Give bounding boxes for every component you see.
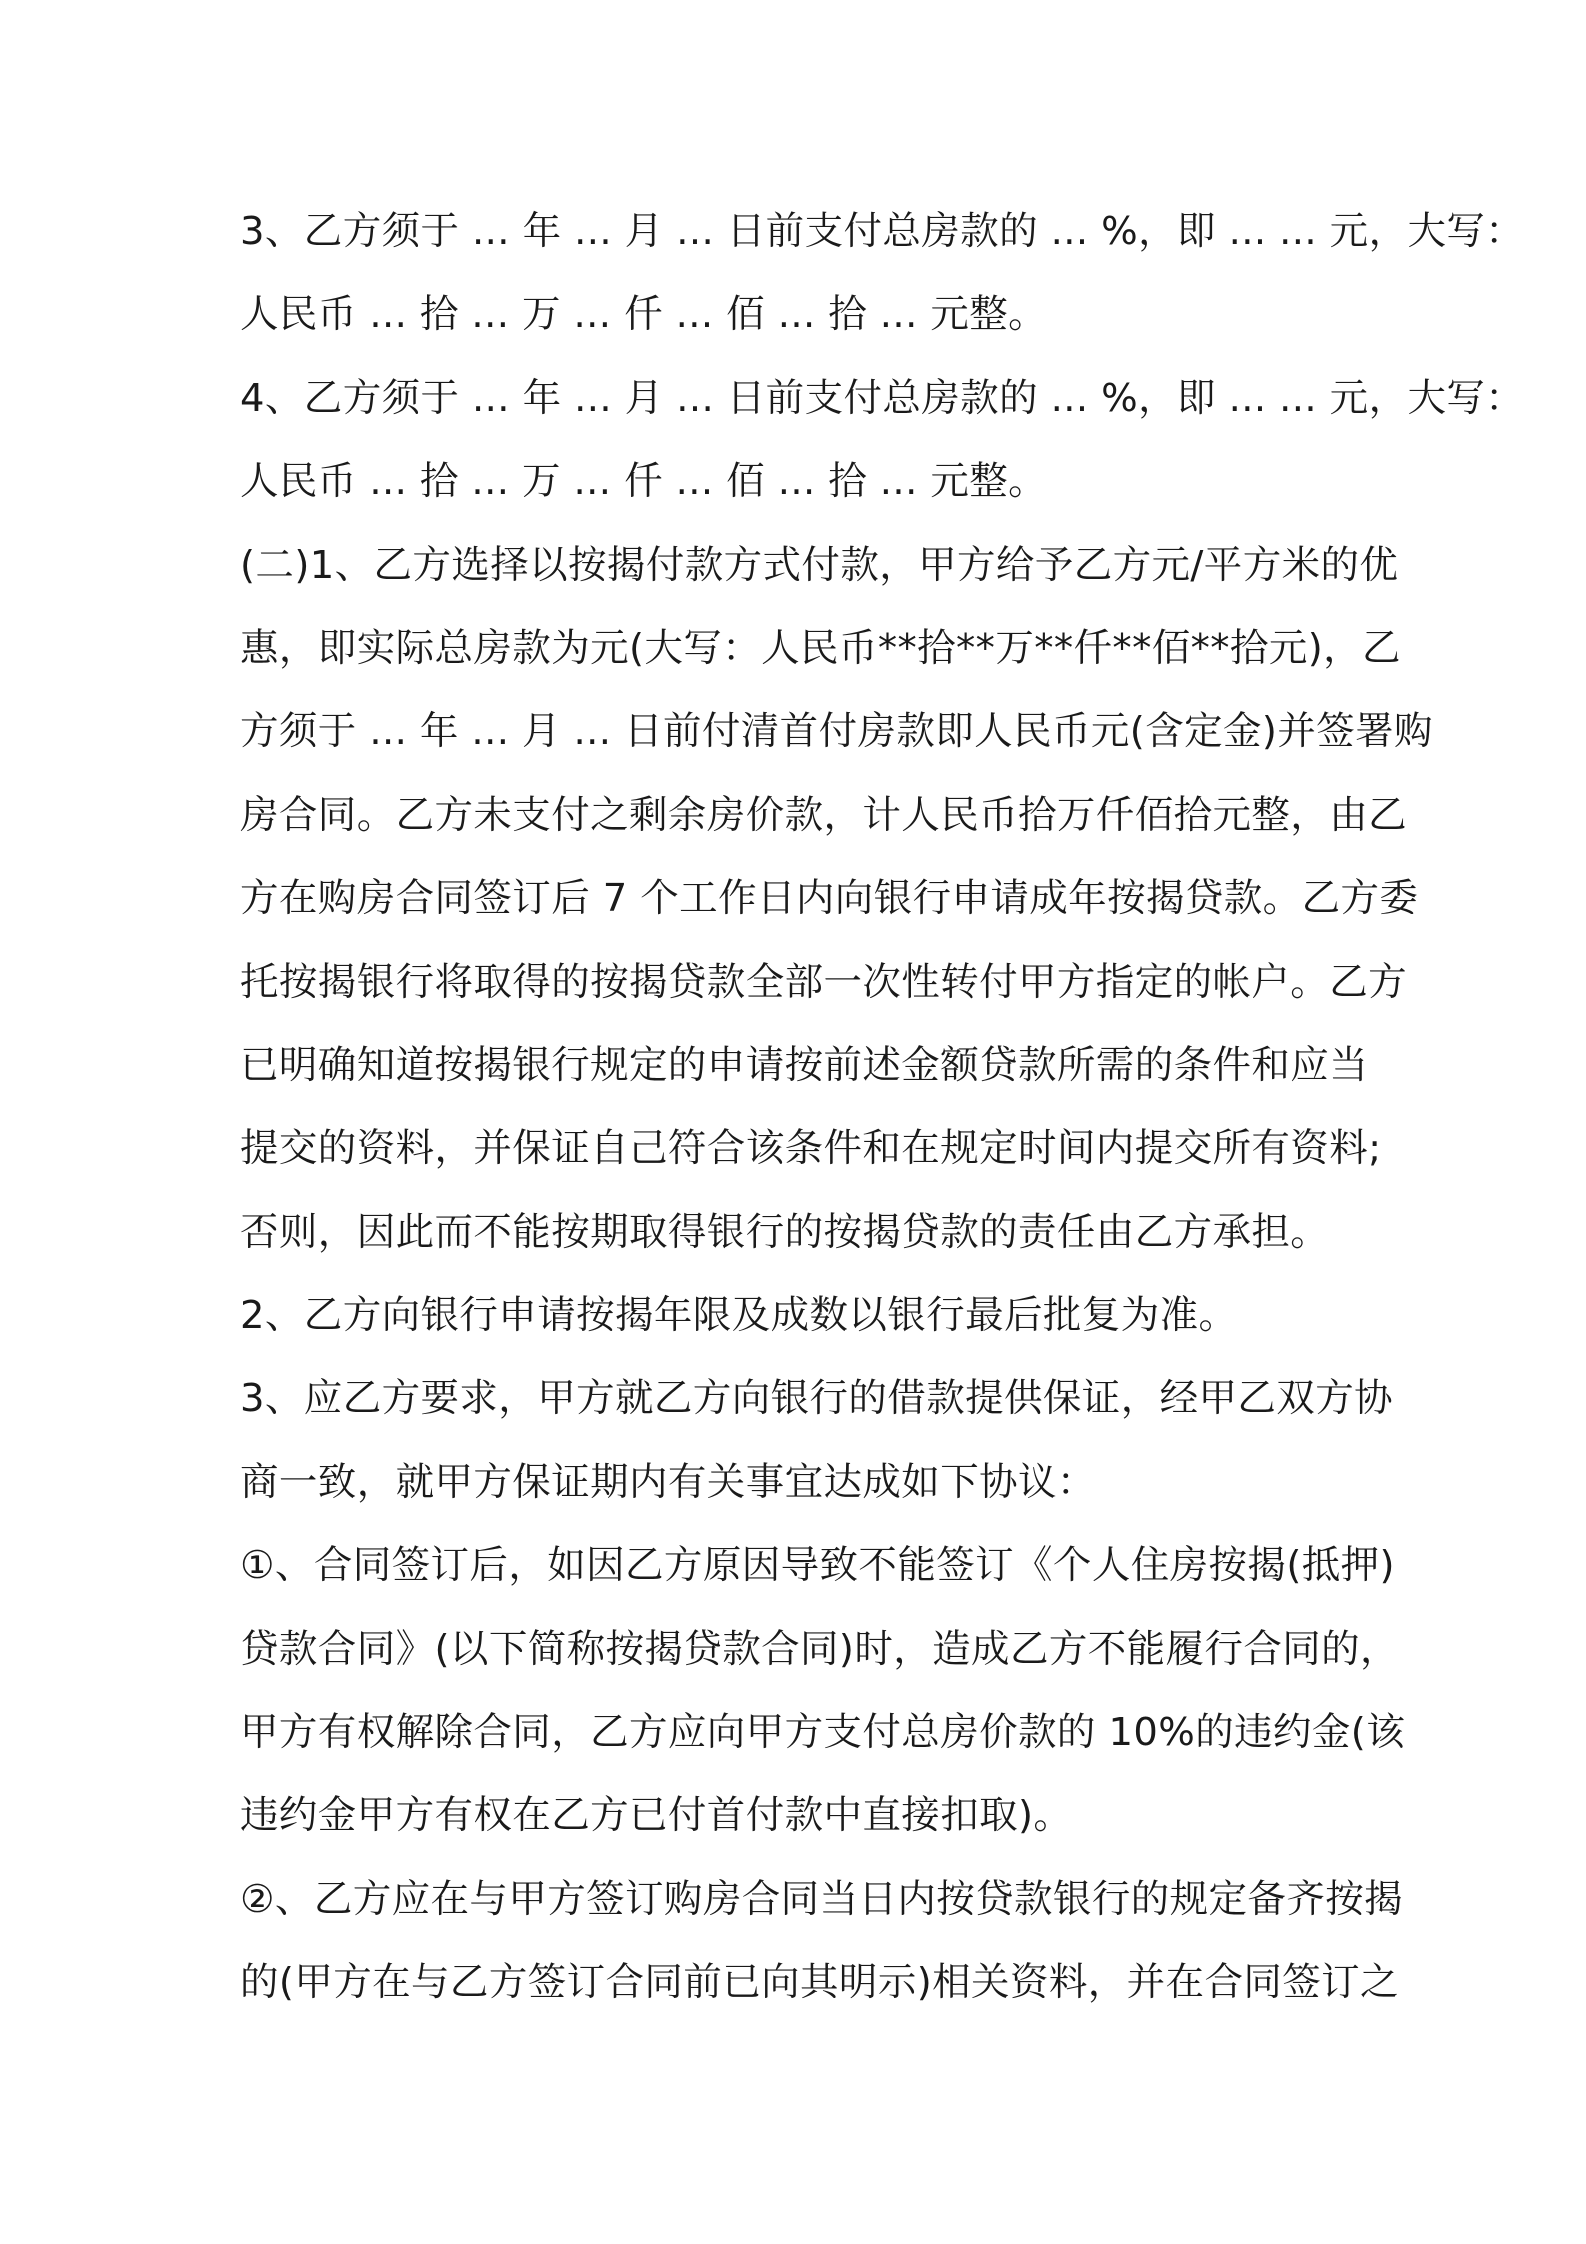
text-line-12: 提交的资料，并保证自己符合该条件和在规定时间内提交所有资料;: [240, 1126, 1382, 1172]
text-line-18: 贷款合同》(以下简称按揭贷款合同)时，造成乙方不能履行合同的，: [240, 1626, 1399, 1672]
text-line-9: 方在购房合同签订后 7 个工作日内向银行申请成年按揭贷款。乙方委: [240, 876, 1419, 922]
text-line-4: 人民币 ... 拾 ... 万 ... 仟 ... 佰 ... 拾 ... 元整。: [240, 459, 1048, 505]
text-line-13: 否则，因此而不能按期取得银行的按揭贷款的责任由乙方承担。: [240, 1209, 1330, 1255]
text-line-8: 房合同。乙方未支付之剩余房价款，计人民币拾万仟佰拾元整，由乙: [240, 792, 1408, 838]
text-line-6: 惠，即实际总房款为元(大写：人民币**拾**万**仟**佰**拾元)，乙: [240, 625, 1401, 671]
text-line-7: 方须于 ... 年 ... 月 ... 日前付清首付房款即人民币元(含定金)并签署购: [240, 709, 1433, 755]
text-line-15: 3、应乙方要求，甲方就乙方向银行的借款提供保证，经甲乙双方协: [240, 1376, 1393, 1422]
text-line-19: 甲方有权解除合同，乙方应向甲方支付总房价款的 10%的违约金(该: [240, 1710, 1406, 1756]
text-line-3: 4、乙方须于 ... 年 ... 月 ... 日前支付总房款的 ... %，即 ... ... 元，大写：: [240, 375, 1525, 421]
text-line-2: 人民币 ... 拾 ... 万 ... 仟 ... 佰 ... 拾 ... 元整。: [240, 292, 1048, 338]
text-line-10: 托按揭银行将取得的按揭贷款全部一次性转付甲方指定的帐户。乙方: [240, 959, 1408, 1005]
text-line-5: (二)1、乙方选择以按揭付款方式付款，甲方给予乙方元/平方米的优: [240, 542, 1399, 588]
text-line-17: ①、合同签订后，如因乙方原因导致不能签订《个人住房按揭(抵押): [240, 1543, 1395, 1589]
text-line-14: 2、乙方向银行申请按揭年限及成数以银行最后批复为准。: [240, 1293, 1238, 1339]
text-line-21: ②、乙方应在与甲方签订购房合同当日内按贷款银行的规定备齐按揭: [240, 1876, 1404, 1922]
text-line-20: 违约金甲方有权在乙方已付首付款中直接扣取)。: [240, 1793, 1073, 1839]
document-body: [240, 199, 1525, 2034]
text-line-16: 商一致，就甲方保证期内有关事宜达成如下协议：: [240, 1459, 1096, 1505]
text-line-11: 已明确知道按揭银行规定的申请按前述金额贷款所需的条件和应当: [240, 1042, 1369, 1088]
text-line-1: 3、乙方须于 ... 年 ... 月 ... 日前支付总房款的 ... %，即 ... ... 元，大写：: [240, 209, 1525, 254]
text-line-22: 的(甲方在与乙方签订合同前已向其明示)相关资料，并在合同签订之: [240, 1960, 1399, 2006]
